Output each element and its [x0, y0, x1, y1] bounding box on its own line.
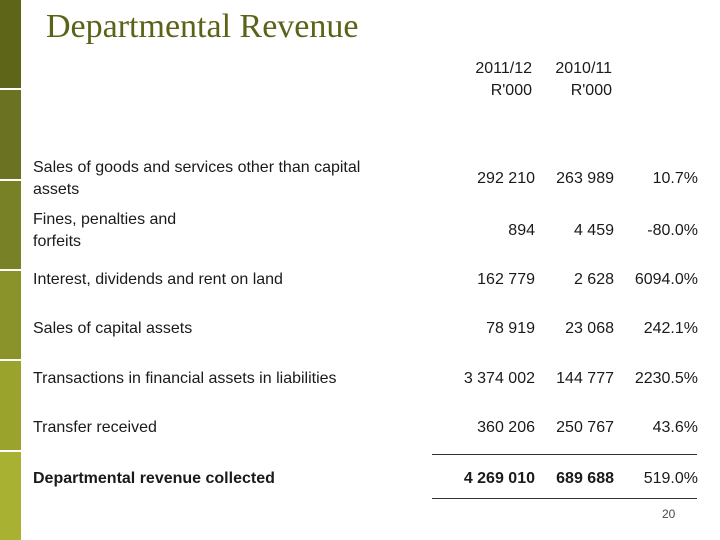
table-row [0, 417, 720, 463]
column-header-2010-11: 2010/11 R'000 [555, 60, 612, 99]
row-label: Transfer received [33, 419, 157, 436]
page-number: 20 [662, 507, 676, 521]
value-2011-12: 360 206 [477, 419, 535, 436]
row-label: Transactions in financial assets in liabilities [33, 370, 337, 387]
percent-change: -80.0% [647, 222, 698, 239]
table-row-total [0, 468, 720, 514]
value-2010-11: 689 688 [556, 470, 614, 487]
table-row [0, 318, 720, 364]
percent-change: 2230.5% [634, 370, 698, 387]
percent-change: 242.1% [643, 320, 698, 337]
total-bottom-rule [432, 498, 697, 499]
table-row [0, 269, 720, 315]
table-row [0, 156, 720, 202]
value-2011-12: 894 [508, 222, 535, 239]
value-2011-12: 162 779 [477, 271, 535, 288]
value-2010-11: 23 068 [565, 320, 614, 337]
table-row [0, 368, 720, 414]
row-label: Fines, penalties and forfeits [33, 211, 177, 250]
value-2010-11: 144 777 [556, 370, 614, 387]
row-label: Departmental revenue collected [33, 470, 275, 487]
value-2011-12: 78 919 [486, 320, 535, 337]
row-label: Sales of capital assets [33, 320, 193, 337]
total-top-rule [432, 454, 697, 455]
value-2010-11: 2 628 [573, 271, 614, 288]
value-2011-12: 292 210 [477, 170, 535, 187]
slide-title: Departmental Revenue [46, 8, 359, 45]
percent-change: 519.0% [643, 470, 698, 487]
percent-change: 10.7% [652, 170, 698, 187]
value-2010-11: 4 459 [573, 222, 614, 239]
value-2010-11: 263 989 [556, 170, 614, 187]
row-label: Interest, dividends and rent on land [33, 271, 283, 288]
row-label: Sales of goods and services other than capital assets [33, 159, 361, 198]
value-2011-12: 3 374 002 [463, 370, 535, 387]
table-row [0, 208, 720, 254]
value-2010-11: 250 767 [556, 419, 614, 436]
percent-change: 6094.0% [634, 271, 698, 288]
value-2011-12: 4 269 010 [463, 470, 535, 487]
percent-change: 43.6% [652, 419, 698, 436]
column-header-2011-12: 2011/12 R'000 [475, 60, 532, 99]
